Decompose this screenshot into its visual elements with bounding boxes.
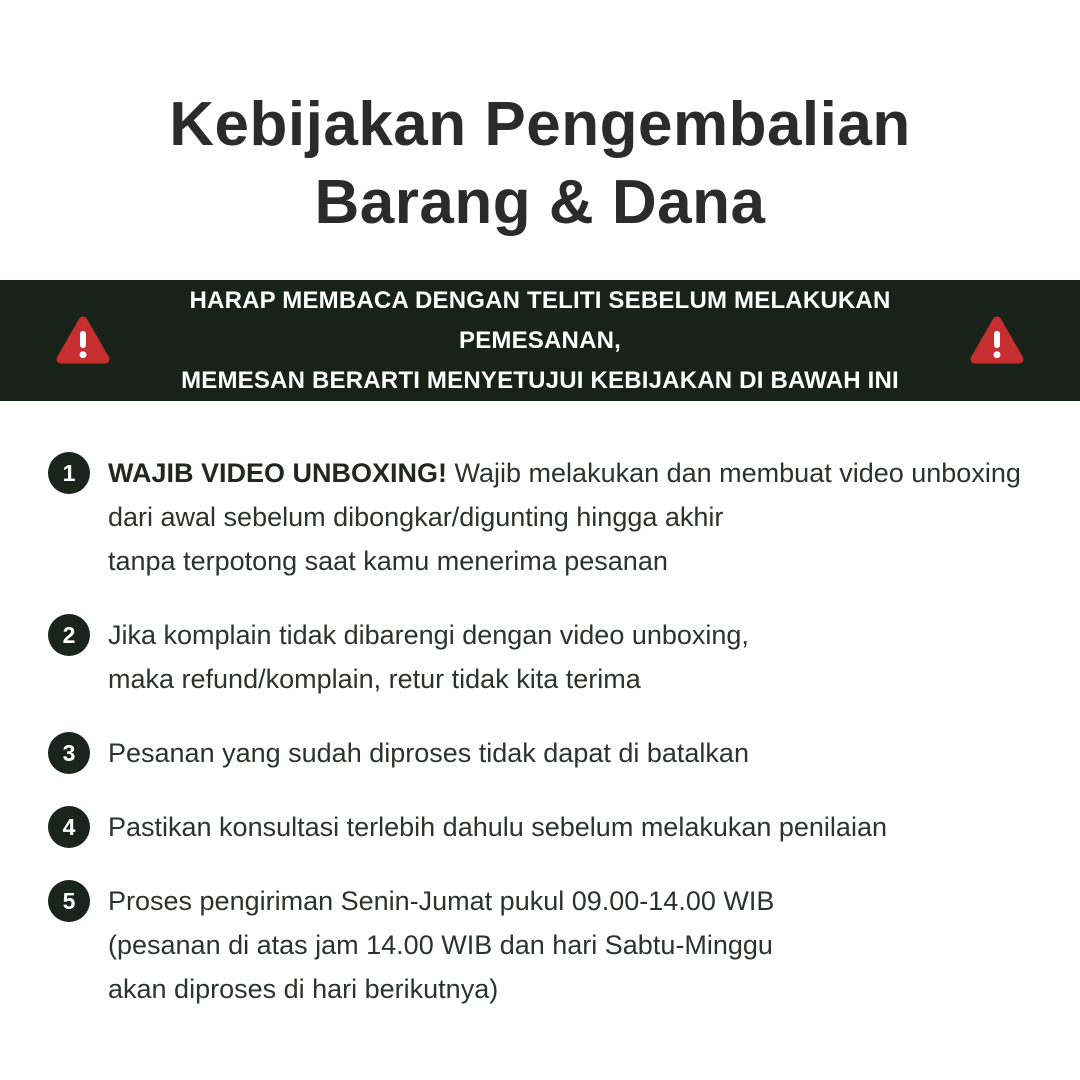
policy-line: Proses pengiriman Senin-Jumat pukul 09.00-14.00 WIB xyxy=(108,886,775,917)
policy-number-badge: 2 xyxy=(48,614,90,656)
warning-triangle-icon xyxy=(52,310,114,372)
policy-item xyxy=(48,879,1042,1011)
policy-text xyxy=(108,731,749,775)
page-title-line1: Kebijakan Pengembalian xyxy=(169,90,911,159)
warning-banner-text xyxy=(114,281,966,401)
policy-line: tanpa terpotong saat kamu menerima pesanan xyxy=(108,546,668,577)
policy-line: Pastikan konsultasi terlebih dahulu sebelum melakukan penilaian xyxy=(108,812,887,843)
policy-item xyxy=(48,731,1042,775)
warning-banner-line1: HARAP MEMBACA DENGAN TELITI SEBELUM MELAKUKAN PEMESANAN, xyxy=(189,286,891,354)
warning-banner xyxy=(0,280,1080,401)
policy-line: Jika komplain tidak dibarengi dengan video unboxing, xyxy=(108,620,749,651)
policy-line: akan diproses di hari berikutnya) xyxy=(108,974,499,1005)
policy-number-badge: 5 xyxy=(48,880,90,922)
policy-number-badge: 1 xyxy=(48,452,90,494)
page-title xyxy=(40,86,1040,242)
policy-number-badge: 4 xyxy=(48,806,90,848)
policy-line: Pesanan yang sudah diproses tidak dapat di batalkan xyxy=(108,738,749,769)
policy-bold-prefix: WAJIB VIDEO UNBOXING! xyxy=(108,458,455,489)
page-title-line2: Barang & Dana xyxy=(314,168,766,238)
policy-text xyxy=(108,451,1021,583)
warning-banner-line2: MEMESAN BERARTI MENYETUJUI KEBIJAKAN DI BAWAH INI xyxy=(181,366,899,394)
policy-number-badge: 3 xyxy=(48,732,90,774)
policy-item xyxy=(48,451,1042,583)
policy-list xyxy=(48,451,1042,1011)
policy-text xyxy=(108,879,774,1011)
policy-text xyxy=(108,613,749,701)
warning-triangle-icon xyxy=(966,310,1028,372)
policy-line: maka refund/komplain, retur tidak kita terima xyxy=(108,664,641,695)
policy-line: dari awal sebelum dibongkar/digunting hingga akhir xyxy=(108,502,724,533)
policy-text xyxy=(108,805,887,849)
policy-item xyxy=(48,613,1042,701)
policy-line: (pesanan di atas jam 14.00 WIB dan hari Sabtu-Minggu xyxy=(108,930,773,961)
policy-item xyxy=(48,805,1042,849)
policy-line: WAJIB VIDEO UNBOXING! Wajib melakukan dan membuat video unboxing xyxy=(108,458,1021,489)
